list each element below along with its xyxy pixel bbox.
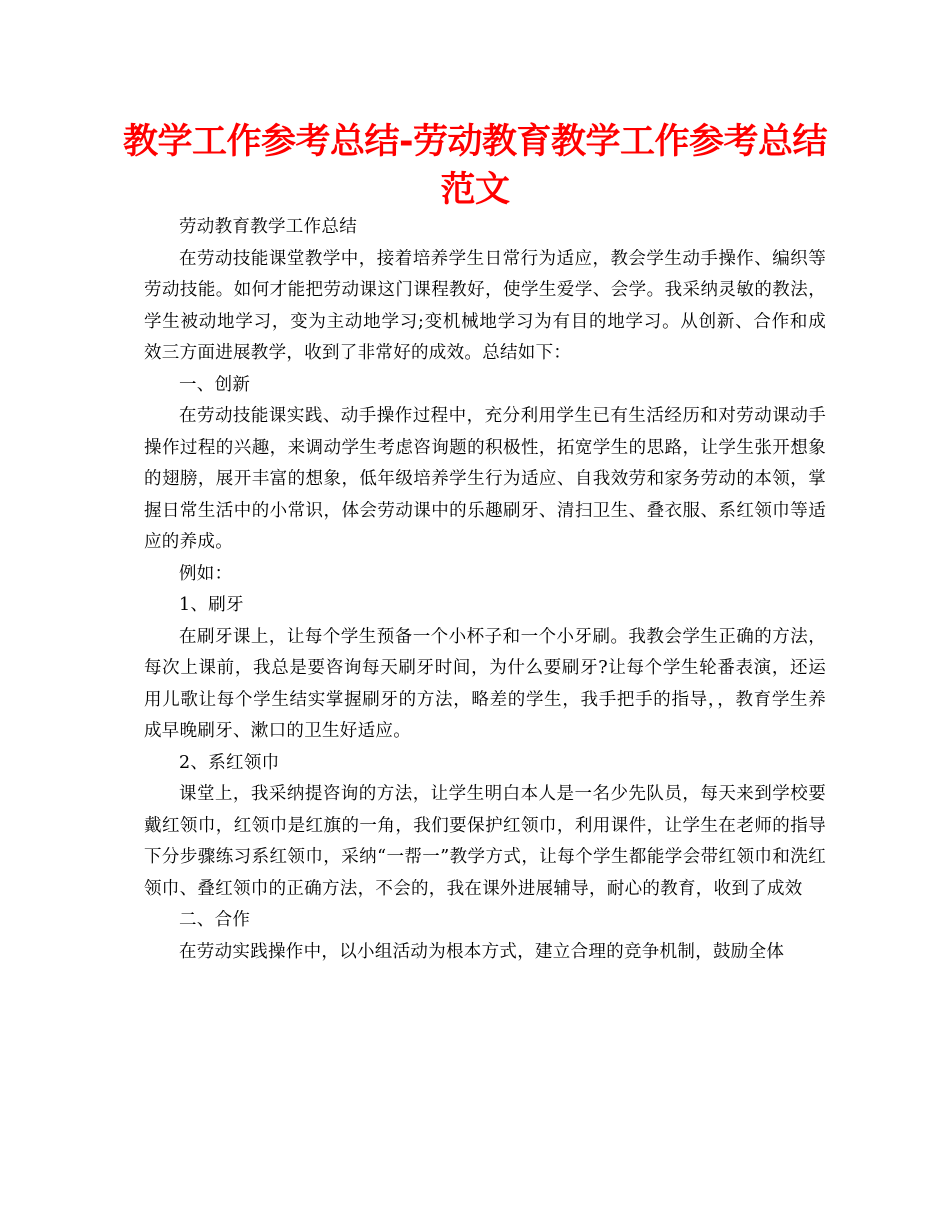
document-body <box>144 212 826 968</box>
subheading-red-scarf: 2、系红领巾 <box>179 752 280 773</box>
paragraph-subtitle: 劳动教育教学工作总结 <box>179 217 357 237</box>
paragraph-cooperation: 在劳动实践操作中，以小组活动为根本方式，建立合理的竞争机制，鼓励全体 <box>179 941 785 962</box>
section-heading-innovation: 一、创新 <box>179 374 251 395</box>
section-heading-cooperation: 二、合作 <box>179 910 251 930</box>
paragraph-intro: 在劳动技能课堂教学中，接着培养学生日常行为适应，教会学生动手操作、编织等劳动技能。如何才能把劳动课这门课程教好，使学生爱学、会学。我采纳灵敏的教法，学生被动地学习，变为主动地学习;变机械地学习为有目的地学习。从创新、合作和成效三方面进展教学，收到了非常好的成效。总结如下： <box>144 248 826 363</box>
document-title: 教学工作参考总结-劳动教育教学工作参考总结范文 <box>122 122 828 210</box>
paragraph-red-scarf: 课堂上，我采纳提咨询的方法，让学生明白本人是一名少先队员，每天来到学校要戴红领巾，红领巾是红旗的一角，我们要保护红领巾，利用课件，让学生在老师的指导下分步骤练习系红领巾，采纳“一帮一”教学方式，让每个学生都能学会带红领巾和洗红领巾、叠红领巾的正确方法，不会的，我在课外进展辅导，耐心的教育，收到了成效 <box>144 784 826 899</box>
paragraph-example-label: 例如： <box>179 563 233 584</box>
subheading-brushing-teeth: 1、刷牙 <box>179 595 244 615</box>
paragraph-brushing-teeth: 在刷牙课上，让每个学生预备一个小杯子和一个小牙刷。我教会学生正确的方法，每次上课前，我总是要咨询每天刷牙时间，为什么要刷牙?让每个学生轮番表演，还运用儿歌让每个学生结实掌握刷牙的方法，略差的学生，我手把手的指导，，教育学生养成早晚刷牙、漱口的卫生好适应。 <box>144 626 826 741</box>
paragraph-innovation: 在劳动技能课实践、动手操作过程中，充分利用学生已有生活经历和对劳动课动手操作过程的兴趣，来调动学生考虑咨询题的积极性，拓宽学生的思路，让学生张开想象的翅膀，展开丰富的想象，低年级培养学生行为适应、自我效劳和家务劳动的本领，掌握日常生活中的小常识，体会劳动课中的乐趣刷牙、清扫卫生、叠衣服、系红领巾等适应的养成。 <box>144 406 826 552</box>
